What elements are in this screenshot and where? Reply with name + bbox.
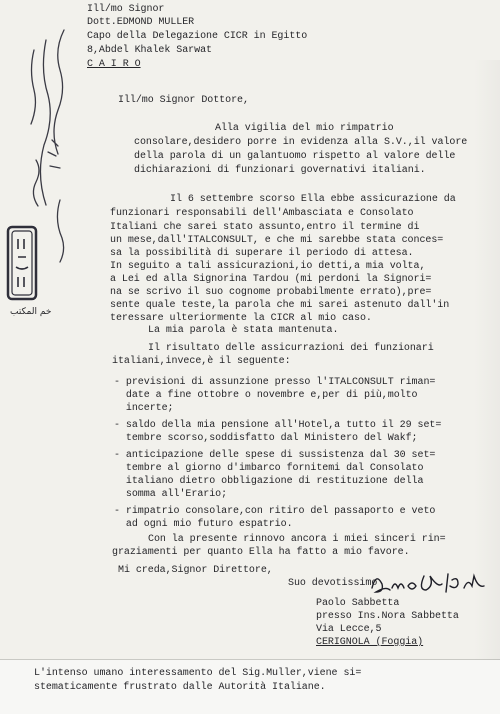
- office-stamp: [6, 225, 40, 305]
- closing-line-2: Suo devotissimo: [288, 578, 378, 589]
- p1-line-2: consolare,desidero porre in evidenza alla S.V.,il valore: [134, 137, 468, 148]
- bullet-4-line-1: - rimpatrio consolare,con ritiro del passaporto e veto: [114, 506, 436, 517]
- p3-line: La mia parola è stata mantenuta.: [148, 325, 339, 336]
- footnote-box: [0, 659, 500, 714]
- sender-address-line-3: Via Lecce,5: [316, 624, 382, 635]
- p2-line-4: un mese,dall'ITALCONSULT, e che mi sarebbe stata conces=: [110, 235, 444, 246]
- p2-line-3: Italiani che sarei stato assunto,entro il termine di: [110, 222, 420, 233]
- bullet-3-line-4: somma all'Erario;: [114, 489, 228, 500]
- p2-line-5: sa la possibilità di superare il periodo di attesa.: [110, 248, 414, 259]
- p2-line-10: teressare ulteriormente la CICR al mio caso.: [110, 313, 372, 324]
- salutation: Ill/mo Signor Dottore,: [118, 95, 249, 106]
- p2-line-2: funzionari responsabili dell'Ambasciata e Consolato: [110, 208, 414, 219]
- bullet-3-line-2: tembre al giorno d'imbarco fornitemi dal Consolato: [114, 463, 424, 474]
- address-line-1: Ill/mo Signor: [87, 4, 165, 15]
- p4-line-2: italiani,invece,è il seguente:: [112, 356, 291, 367]
- p5-line-2: graziamenti per quanto Ella ha fatto a mio favore.: [112, 547, 410, 558]
- p2-line-8: na se scrivo il suo cognome probabilmente errato),pre=: [110, 287, 432, 298]
- sender-address-line-2: presso Ins.Nora Sabbetta: [316, 611, 459, 622]
- p2-line-7: a Lei ed alla Signorina Tardou (mi perdoni la Signori=: [110, 274, 432, 285]
- address-line-3: Capo della Delegazione CICR in Egitto: [87, 31, 308, 42]
- sender-address-line-4: CERIGNOLA (Foggia): [316, 637, 424, 648]
- address-line-4: 8,Abdel Khalek Sarwat: [87, 45, 212, 56]
- closing-line-1: Mi creda,Signor Direttore,: [118, 565, 273, 576]
- bullet-3-line-3: italiano dietro obbligazione di restituzione della: [114, 476, 424, 487]
- bullet-1-line-3: incerte;: [114, 403, 174, 414]
- footnote-line-2: stematicamente frustrato dalle Autorità Italiane.: [34, 682, 326, 693]
- footnote-line-1: L'intenso umano interessamento del Sig.Muller,viene si=: [34, 668, 362, 679]
- bullet-3-line-1: - anticipazione delle spese di sussistenza dal 30 set=: [114, 450, 436, 461]
- sender-name-line: Paolo Sabbetta: [316, 598, 400, 609]
- address-line-5: C A I R O: [87, 59, 141, 70]
- bullet-1-line-2: date a fine ottobre o novembre e,per di più,molto: [114, 390, 418, 401]
- p4-line-1: Il risultato delle assicurrazioni dei funzionari: [148, 343, 434, 354]
- p5-line-1: Con la presente rinnovo ancora i miei sinceri rin=: [148, 534, 446, 545]
- scan-edge-shadow: [474, 60, 500, 660]
- address-line-2: Dott.EDMOND MULLER: [87, 17, 195, 28]
- p1-line-3: della parola di un galantuomo rispetto al valore delle: [134, 151, 456, 162]
- p2-line-1: Il 6 settembre scorso Ella ebbe assicurazione da: [170, 194, 456, 205]
- p2-line-6: In seguito a tali assicurazioni,io detti,a mia volta,: [110, 261, 426, 272]
- bullet-4-line-2: ad ogni mio futuro espatrio.: [114, 519, 293, 530]
- bullet-2-line-1: - saldo della mia pensione all'Hotel,a tutto il 29 set=: [114, 420, 442, 431]
- p1-line-1: Alla vigilia del mio rimpatrio: [215, 123, 394, 134]
- bullet-1-line-1: - previsioni di assunzione presso l'ITALCONSULT riman=: [114, 377, 436, 388]
- p1-line-4: dichiarazioni di funzionari governativi italiani.: [134, 165, 426, 176]
- p2-line-9: sente quale teste,la parola che mi sarei astenuto dall'in: [110, 300, 450, 311]
- stamp-caption: خم المكتب: [10, 307, 52, 317]
- bullet-2-line-2: tembre scorso,soddisfatto dal Ministero del Wakf;: [114, 433, 418, 444]
